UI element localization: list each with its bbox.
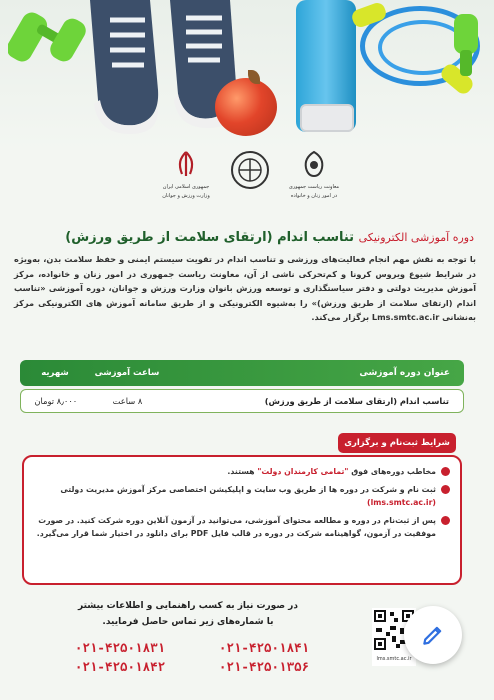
course-table [20, 360, 464, 413]
logo-caption: معاونت ریاست جمهوری [288, 184, 340, 190]
title-prefix: دوره آموزشی الکترونیکی [358, 231, 474, 244]
logo-smtc [228, 150, 272, 194]
phone-number[interactable]: ۰۲۱-۴۲۵۰۱۳۵۶ [218, 659, 310, 674]
list-item [34, 483, 450, 509]
dot-icon [441, 467, 450, 476]
phone-list [52, 640, 332, 674]
logo-caption: جمهوری اسلامی ایران [162, 184, 210, 190]
condition-text: پس از ثبت‌نام در دوره و مطالعه محتوای آموزشی، می‌توانید در آزمون آنلاین دوره شرکت کنید. در صورت موفقیت در آزمون، گواهینامه شرکت در دوره در قالب فایل PDF برای دانلود در اختیار شما قرار می‌گیرد. [36, 516, 436, 538]
header-title: عنوان دوره آموزشی [359, 368, 450, 378]
page-title [14, 230, 474, 245]
course-table-header [20, 360, 464, 386]
dumbbell-icon [8, 4, 88, 74]
list-item [34, 465, 450, 478]
logo-caption: در امور زنان و خانواده [290, 193, 338, 199]
header-hours: ساعت آموزشی [94, 368, 160, 378]
condition-text: مخاطب دوره‌های فوق [351, 467, 436, 476]
logos-row [150, 150, 350, 210]
logo-caption: وزارت ورزش و جوانان [162, 193, 210, 199]
phone-number[interactable]: ۰۲۱-۴۲۵۰۱۸۴۱ [218, 640, 310, 655]
dot-icon [441, 485, 450, 494]
bottle-cap [300, 104, 354, 132]
row-title: تناسب اندام (ارتقای سلامت از طریق ورزش) [264, 396, 449, 406]
apple-image [215, 78, 277, 136]
phone-number[interactable]: ۰۲۱-۴۲۵۰۱۸۴۲ [74, 659, 166, 674]
contact-line: با شماره‌های زیر تماس حاصل فرمایید. [102, 617, 274, 627]
dumbbell-icon [440, 10, 494, 80]
conditions-badge: شرایط ثبت‌نام و برگزاری [338, 433, 456, 453]
pencil-icon [420, 622, 446, 648]
logo-women-affairs [278, 150, 350, 200]
row-hours: ۸ ساعت [112, 396, 143, 406]
list-item [34, 514, 450, 540]
contact-line: در صورت نیاز به کسب راهنمایی و اطلاعات بیشتر [78, 601, 298, 611]
condition-text: ثبت نام و شرکت در دوره ها از طریق وب سایت و اپلیکیشن اختصاصی مرکز آموزش مدیریت دولتی [60, 485, 436, 494]
condition-text: هستند. [227, 467, 255, 476]
intro-paragraph: با توجه به نقش مهم انجام فعالیت‌های ورزشی و تناسب اندام در تقویت سیستم ایمنی و حفظ سلامت بدن، به‌ویژه در شرایط شیوع ویروس کرونا و کم‌تحرکی ناشی از آن، معاونت ریاست جمهوری در امور زنان و خانواده، مرکز آموزش مدیریت دولتی و دفتر سیاستگذاری و توسعه ورزش بانوان وزارت ورزش و جوانان، دوره آموزشی «تناسب اندام (ارتقای سلامت از طریق ورزش)» را به‌شیوه الکترونیکی و از طریق سامانه آموزش های الکترونیکی مرکز به‌نشانی Lms.smtc.ac.ir برگزار می‌کند. [14, 254, 476, 322]
contact-text [62, 598, 314, 630]
hero-photo [0, 0, 494, 150]
header-fee: شهریه [41, 368, 69, 378]
qr-caption: lms.smtc.ac.ir [376, 656, 412, 662]
smtc-emblem-icon [230, 150, 270, 190]
logo-sports-ministry [150, 150, 222, 200]
condition-highlight: "تمامی کارمندان دولت" [257, 467, 349, 476]
conditions-box [22, 455, 462, 585]
lms-link[interactable]: (lms.smtc.ac.ir) [367, 498, 436, 507]
women-affairs-emblem-icon [300, 150, 328, 178]
dot-icon [441, 516, 450, 525]
table-row [20, 389, 464, 413]
iran-emblem-icon [172, 150, 200, 178]
edit-button[interactable] [404, 606, 462, 664]
row-fee: ۸٫۰۰۰ تومان [34, 396, 78, 406]
phone-number[interactable]: ۰۲۱-۴۲۵۰۱۸۳۱ [74, 640, 166, 655]
title-main: تناسب اندام (ارتقای سلامت از طریق ورزش) [65, 230, 355, 245]
